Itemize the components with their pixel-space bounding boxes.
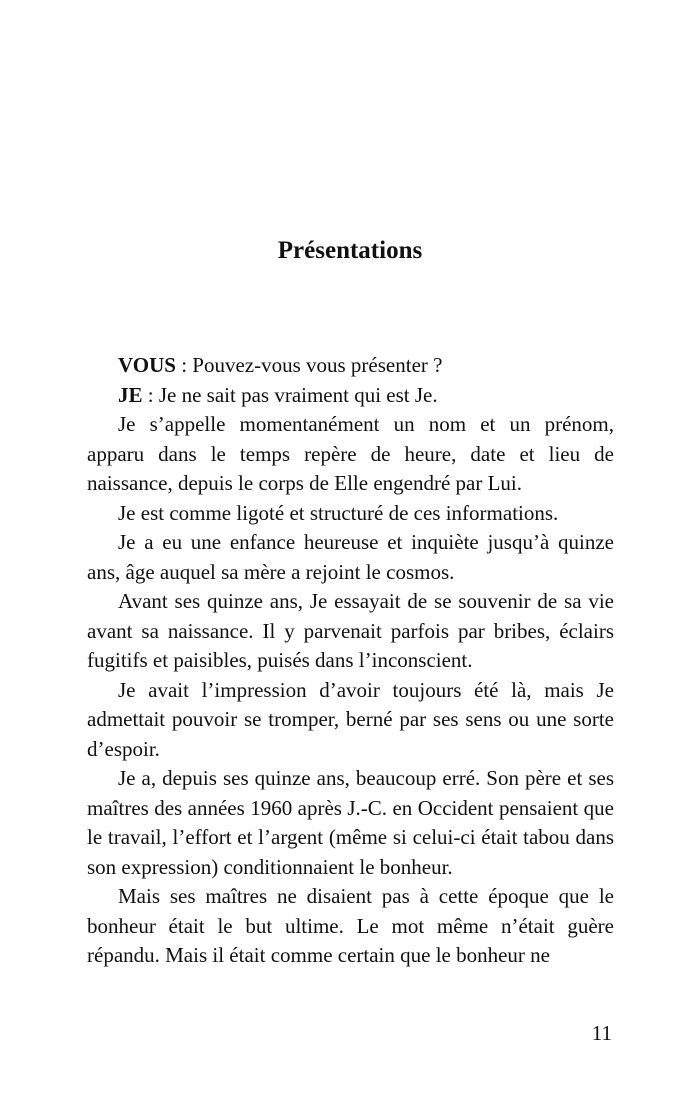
paragraph: Je s’appelle momentanément un nom et un prénom, apparu dans le temps repère de heure, date et lieu de naissance, depuis le corps de Elle engendré par Lui. [87,412,614,495]
dialogue-text: : Je ne sait pas vraiment qui est Je. [142,382,438,407]
dialogue-text: : Pouvez-vous vous présenter ? [175,353,443,377]
paragraph: Mais ses maîtres ne disaient pas à cette époque que le bonheur était le but ultime. Le mot même n’était guère répandu. Mais il était comme certain que le bonheur ne [87,884,614,967]
paragraph: Je est comme ligoté et structuré de ces informations. [118,500,559,525]
speaker-label: JE [118,382,143,407]
paragraph: Je a, depuis ses quinze ans, beaucoup erré. Son père et ses maîtres des années 1960 après J.-C. en Occident pensaient que le travail, l’effort et l’argent (même si celui-ci était tabou dans son expression) conditionnaient le bonheur. [87,766,614,879]
page-number: 11 [591,1021,612,1045]
body-text [87,351,614,971]
dialogue-line-je [87,381,614,411]
paragraph: Je a eu une enfance heureuse et inquiète jusqu’à quinze ans, âge auquel sa mère a rejoint le cosmos. [87,530,614,584]
dialogue-line-vous [87,351,614,381]
paragraph: Avant ses quinze ans, Je essayait de se souvenir de sa vie avant sa naissance. Il y parvenait parfois par bribes, éclairs fugitifs et paisibles, puisés dans l’inconscient. [87,589,614,672]
chapter-title: Présentations [277,237,423,264]
paragraph: Je avait l’impression d’avoir toujours été là, mais Je admettait pouvoir se tromper, berné par ses sens ou une sorte d’espoir. [87,677,614,761]
speaker-label: VOUS [118,353,176,377]
